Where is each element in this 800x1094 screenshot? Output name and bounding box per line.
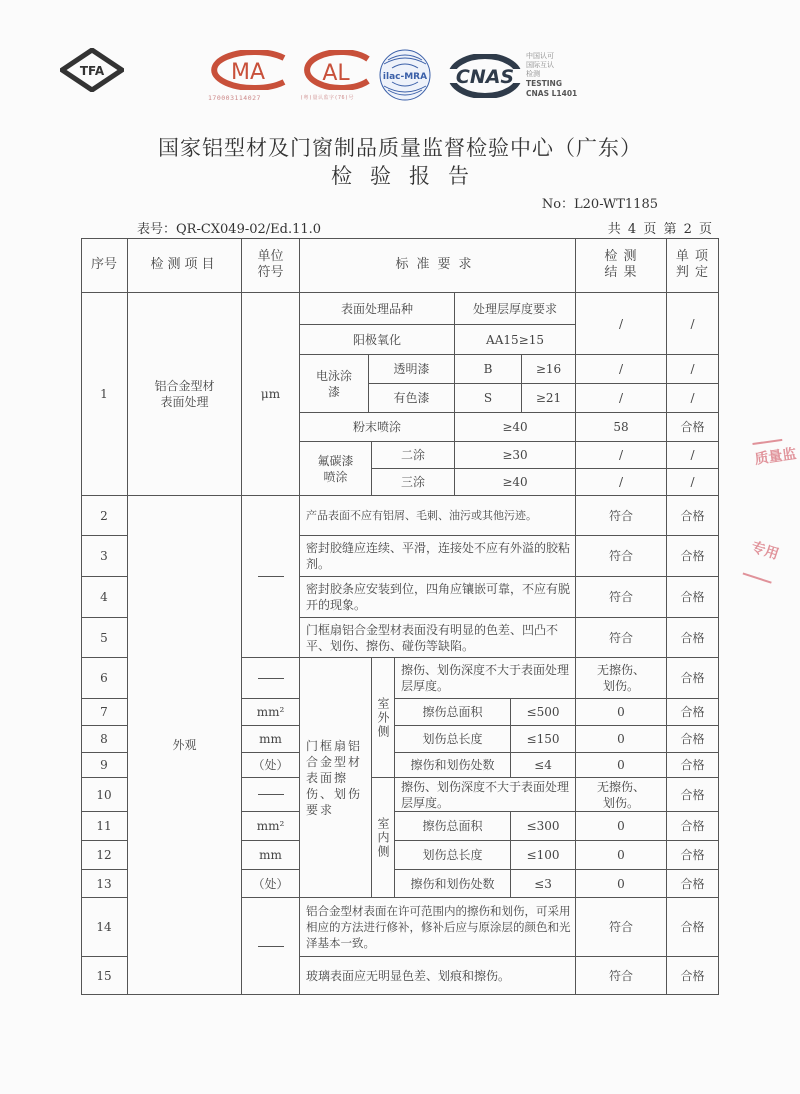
row-14-judgement: 合格 bbox=[667, 898, 719, 957]
anodizing-type: 阳极氧化 bbox=[300, 325, 455, 355]
row-6-judgement: 合格 bbox=[667, 658, 719, 699]
surface-type-header: 表面处理品种 bbox=[300, 293, 455, 325]
row-11-seq: 11 bbox=[81, 812, 128, 841]
row-9-seq: 9 bbox=[81, 753, 128, 778]
clear-paint-grade: B bbox=[455, 355, 522, 384]
three-coat-requirement: ≥40 bbox=[455, 469, 576, 496]
row-5-requirement: 门框扇铝合金型材表面没有明显的色差、凹凸不平、划伤、擦伤、碰伤等缺陷。 bbox=[300, 618, 576, 658]
row-7-requirement: 擦伤总面积 bbox=[395, 699, 511, 726]
row-6-requirement: 擦伤、划伤深度不大于表面处理层厚度。 bbox=[395, 658, 576, 699]
dash-mark bbox=[258, 794, 284, 795]
cnas-logo bbox=[448, 54, 522, 98]
col-header-result: 检 测 结 果 bbox=[576, 238, 667, 293]
row-8-result: 0 bbox=[576, 726, 667, 753]
row-3-result: 符合 bbox=[576, 536, 667, 577]
row-10-result: 无擦伤、划伤。 bbox=[576, 778, 667, 812]
row-10-requirement: 擦伤、划伤深度不大于表面处理层厚度。 bbox=[395, 778, 576, 812]
row-11-limit: ≤300 bbox=[511, 812, 576, 841]
col-header-unit: 单位 符号 bbox=[242, 238, 300, 293]
row-12-requirement: 划伤总长度 bbox=[395, 841, 511, 870]
seal-stamp-bottom: 专用 bbox=[743, 536, 784, 583]
color-paint-requirement: ≥21 bbox=[522, 384, 576, 413]
row-1-seq: 1 bbox=[81, 293, 128, 496]
page-info: 共 4 页 第 2 页 bbox=[607, 222, 712, 237]
row-5-judgement: 合格 bbox=[667, 618, 719, 658]
row-11-judgement: 合格 bbox=[667, 812, 719, 841]
row-8-unit: mm bbox=[242, 726, 300, 753]
row-6-result: 无擦伤、划伤。 bbox=[576, 658, 667, 699]
row-15-requirement: 玻璃表面应无明显色差、划痕和擦伤。 bbox=[300, 957, 576, 995]
row-7-limit: ≤500 bbox=[511, 699, 576, 726]
row-9-requirement: 擦伤和划伤处数 bbox=[395, 753, 511, 778]
tfa-logo bbox=[60, 48, 124, 92]
color-paint-name: 有色漆 bbox=[369, 384, 455, 413]
row-9-result: 0 bbox=[576, 753, 667, 778]
row-7-judgement: 合格 bbox=[667, 699, 719, 726]
row-11-unit: mm² bbox=[242, 812, 300, 841]
row-8-seq: 8 bbox=[81, 726, 128, 753]
dash-mark bbox=[258, 946, 284, 947]
fluorocarbon-label: 氟碳漆喷涂 bbox=[300, 442, 372, 496]
row-2-judgement: 合格 bbox=[667, 496, 719, 536]
report-number: No：L20-WT1185 bbox=[541, 197, 658, 212]
svg-text:TFA: TFA bbox=[79, 64, 105, 78]
row-2-requirement: 产品表面不应有铝屑、毛刺、油污或其他污迹。 bbox=[300, 496, 576, 536]
dash-mark bbox=[258, 576, 284, 577]
row-11-requirement: 擦伤总面积 bbox=[395, 812, 511, 841]
row-7-unit: mm² bbox=[242, 699, 300, 726]
row-7-result: 0 bbox=[576, 699, 667, 726]
row-13-unit: （处） bbox=[242, 870, 300, 898]
appearance-item: 外观 bbox=[128, 496, 242, 995]
row-15-result: 符合 bbox=[576, 957, 667, 995]
two-coat-judgement: / bbox=[667, 442, 719, 469]
row-3-judgement: 合格 bbox=[667, 536, 719, 577]
row-14-requirement: 铝合金型材表面在许可范围内的擦伤和划伤，可采用相应的方法进行修补，修补后应与原涂层的颜色和光泽基本一致。 bbox=[300, 898, 576, 957]
col-header-judgement: 单 项 判 定 bbox=[667, 238, 719, 293]
row-7-seq: 7 bbox=[81, 699, 128, 726]
row-8-limit: ≤150 bbox=[511, 726, 576, 753]
clear-paint-requirement: ≥16 bbox=[522, 355, 576, 384]
row-12-seq: 12 bbox=[81, 841, 128, 870]
row-10-unit bbox=[242, 778, 300, 812]
row-12-judgement: 合格 bbox=[667, 841, 719, 870]
row-4-requirement: 密封胶条应安装到位，四角应镶嵌可靠，不应有脱开的现象。 bbox=[300, 577, 576, 618]
col-header-seq: 序号 bbox=[81, 238, 128, 293]
dash-mark bbox=[258, 678, 284, 679]
rows-2-5-unit bbox=[242, 496, 300, 658]
svg-text:CNAS: CNAS bbox=[455, 66, 515, 88]
three-coat-name: 三涂 bbox=[372, 469, 455, 496]
color-paint-grade: S bbox=[455, 384, 522, 413]
color-paint-result: / bbox=[576, 384, 667, 413]
row-9-judgement: 合格 bbox=[667, 753, 719, 778]
row-12-unit: mm bbox=[242, 841, 300, 870]
row-9-unit: （处） bbox=[242, 753, 300, 778]
cal-number: (粤)量认监字(76)号 bbox=[300, 95, 355, 101]
row-2-result: 符合 bbox=[576, 496, 667, 536]
row-2-seq: 2 bbox=[81, 496, 128, 536]
row-13-seq: 13 bbox=[81, 870, 128, 898]
row-13-judgement: 合格 bbox=[667, 870, 719, 898]
col-header-item: 检测项目 bbox=[128, 238, 242, 293]
row-10-judgement: 合格 bbox=[667, 778, 719, 812]
report-title: 检验报告 bbox=[331, 164, 487, 188]
row-4-judgement: 合格 bbox=[667, 577, 719, 618]
row-5-result: 符合 bbox=[576, 618, 667, 658]
row-8-requirement: 划伤总长度 bbox=[395, 726, 511, 753]
cma-logo bbox=[208, 50, 288, 100]
row-3-seq: 3 bbox=[81, 536, 128, 577]
row-10-seq: 10 bbox=[81, 778, 128, 812]
row-1-unit: μm bbox=[242, 293, 300, 496]
cnas-accreditation-text: 中国认可 国际互认 检测 TESTING CNAS L1401 bbox=[526, 52, 578, 98]
svg-text:AL: AL bbox=[322, 61, 350, 86]
powder-coating-requirement: ≥40 bbox=[455, 413, 576, 442]
form-number: 表号：QR-CX049-02/Ed.11.0 bbox=[137, 222, 322, 237]
row-12-limit: ≤100 bbox=[511, 841, 576, 870]
cma-number: 170003114027 bbox=[208, 94, 261, 102]
outdoor-side-label: 室外侧 bbox=[372, 658, 395, 778]
seal-stamp-top: 质量监 bbox=[752, 437, 797, 469]
row-14-seq: 14 bbox=[81, 898, 128, 957]
row-1-item: 铝合金型材表面处理 bbox=[128, 293, 242, 496]
svg-text:ilac-MRA: ilac-MRA bbox=[382, 72, 428, 82]
row-9-limit: ≤4 bbox=[511, 753, 576, 778]
electrophoretic-label: 电泳涂漆 bbox=[300, 355, 369, 413]
ilac-mra-logo bbox=[378, 48, 432, 102]
two-coat-name: 二涂 bbox=[372, 442, 455, 469]
scratch-group-label: 门框扇铝合金型材表面擦伤、划伤要求 bbox=[300, 658, 372, 898]
row-13-limit: ≤3 bbox=[511, 870, 576, 898]
powder-coating-result: 58 bbox=[576, 413, 667, 442]
row-6-seq: 6 bbox=[81, 658, 128, 699]
col-header-standard: 标准要求 bbox=[300, 238, 576, 293]
row-8-judgement: 合格 bbox=[667, 726, 719, 753]
row-5-seq: 5 bbox=[81, 618, 128, 658]
indoor-side-label: 室内侧 bbox=[372, 778, 395, 898]
org-title: 国家铝型材及门窗制品质量监督检验中心（广东） bbox=[158, 136, 642, 160]
three-coat-judgement: / bbox=[667, 469, 719, 496]
color-paint-judgement: / bbox=[667, 384, 719, 413]
row-12-result: 0 bbox=[576, 841, 667, 870]
row-6-unit bbox=[242, 658, 300, 699]
row-11-result: 0 bbox=[576, 812, 667, 841]
anodizing-requirement: AA15≥15 bbox=[455, 325, 576, 355]
clear-paint-result: / bbox=[576, 355, 667, 384]
row-15-seq: 15 bbox=[81, 957, 128, 995]
rows-14-15-unit bbox=[242, 898, 300, 995]
powder-coating-type: 粉末喷涂 bbox=[300, 413, 455, 442]
clear-paint-name: 透明漆 bbox=[369, 355, 455, 384]
three-coat-result: / bbox=[576, 469, 667, 496]
row-13-requirement: 擦伤和划伤处数 bbox=[395, 870, 511, 898]
row-4-seq: 4 bbox=[81, 577, 128, 618]
cal-logo bbox=[300, 50, 372, 100]
row-1a-judgement: / bbox=[667, 293, 719, 355]
row-4-result: 符合 bbox=[576, 577, 667, 618]
two-coat-requirement: ≥30 bbox=[455, 442, 576, 469]
row-1a-result: / bbox=[576, 293, 667, 355]
row-14-result: 符合 bbox=[576, 898, 667, 957]
thickness-header: 处理层厚度要求 bbox=[455, 293, 576, 325]
row-3-requirement: 密封胶缝应连续、平滑，连接处不应有外溢的胶粘剂。 bbox=[300, 536, 576, 577]
inspection-table bbox=[81, 238, 719, 995]
clear-paint-judgement: / bbox=[667, 355, 719, 384]
row-13-result: 0 bbox=[576, 870, 667, 898]
two-coat-result: / bbox=[576, 442, 667, 469]
svg-text:MA: MA bbox=[230, 60, 266, 85]
powder-coating-judgement: 合格 bbox=[667, 413, 719, 442]
row-15-judgement: 合格 bbox=[667, 957, 719, 995]
